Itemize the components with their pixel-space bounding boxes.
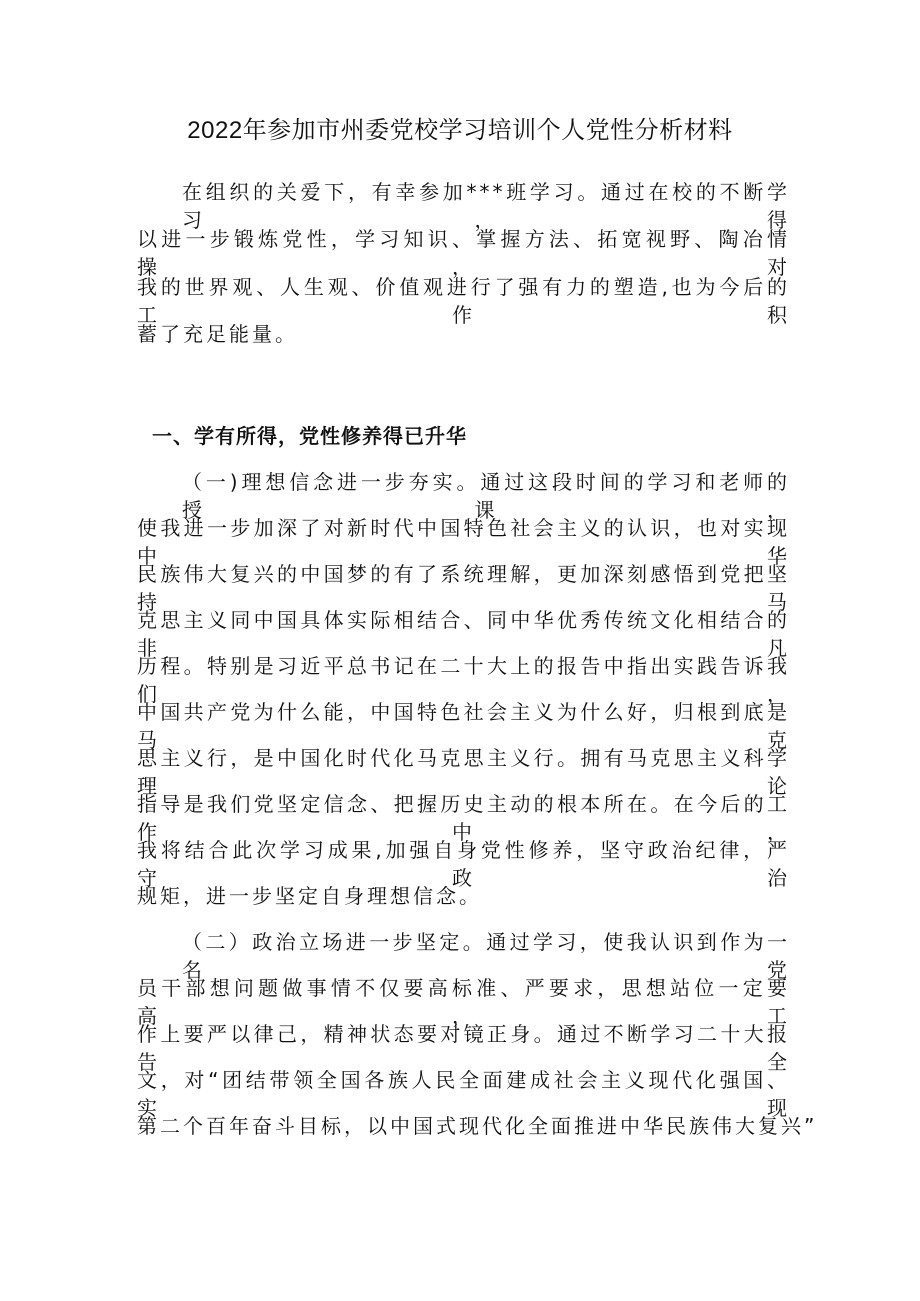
paragraph-line: 在组织的关爱下，有幸参加***班学习。通过在校的不断学习，得 bbox=[182, 180, 790, 232]
paragraph-line: 民族伟大复兴的中国梦的有了系统理解，更加深刻感悟到党把坚持马 bbox=[137, 562, 790, 614]
paragraph-line: （一)理想信念进一步夯实。通过这段时间的学习和老师的授课， bbox=[182, 470, 790, 522]
paragraph-line: 克思主义同中国具体实际相结合、同中华优秀传统文化相结合的非凡 bbox=[137, 608, 790, 660]
paragraph-line: 历程。特别是习近平总书记在二十大上的报告中指出实践告诉我们， bbox=[137, 654, 790, 706]
paragraph-line: 作上要严以律己，精神状态要对镜正身。通过不断学习二十大报告全 bbox=[137, 1022, 790, 1074]
paragraph-line: 指导是我们党坚定信念、把握历史主动的根本所在。在今后的工作中， bbox=[137, 792, 790, 844]
paragraph-line: 第二个百年奋斗目标，以中国式现代化全面推进中华民族伟大复兴” bbox=[137, 1114, 818, 1138]
paragraph-line: （二）政治立场进一步坚定。通过学习，使我认识到作为一名党 bbox=[182, 930, 790, 982]
paragraph-line: 我将结合此次学习成果,加强自身党性修养，坚守政治纪律，严守政治 bbox=[137, 838, 790, 890]
paragraph-line: 蓄了充足能量。 bbox=[137, 321, 298, 346]
paragraph-line: 以进一步锻炼党性，学习知识、掌握方法、拓宽视野、陶冶情操，对 bbox=[137, 227, 790, 280]
paragraph-line: 我的世界观、人生观、价值观进行了强有力的塑造,也为今后的工作积 bbox=[137, 274, 790, 327]
paragraph-line: 员干部想问题做事情不仅要高标准、严要求，思想站位一定要高，工 bbox=[137, 976, 790, 1028]
paragraph-line: 使我进一步加深了对新时代中国特色社会主义的认识，也对实现中华 bbox=[137, 516, 790, 568]
paragraph-line: 思主义行，是中国化时代化马克思主义行。拥有马克思主义科学理论 bbox=[137, 746, 790, 798]
section-heading: 一、学有所得，党性修养得已升华 bbox=[152, 424, 467, 448]
document-title: 2022年参加市州委党校学习培训个人党性分析材料 bbox=[187, 117, 733, 144]
paragraph-line: 文，对“团结带领全国各族人民全面建成社会主义现代化强国、实现 bbox=[137, 1068, 790, 1120]
paragraph-line: 规矩，进一步坚定自身理想信念。 bbox=[137, 884, 482, 908]
paragraph-line: 中国共产党为什么能，中国特色社会主义为什么好，归根到底是马克 bbox=[137, 700, 790, 752]
